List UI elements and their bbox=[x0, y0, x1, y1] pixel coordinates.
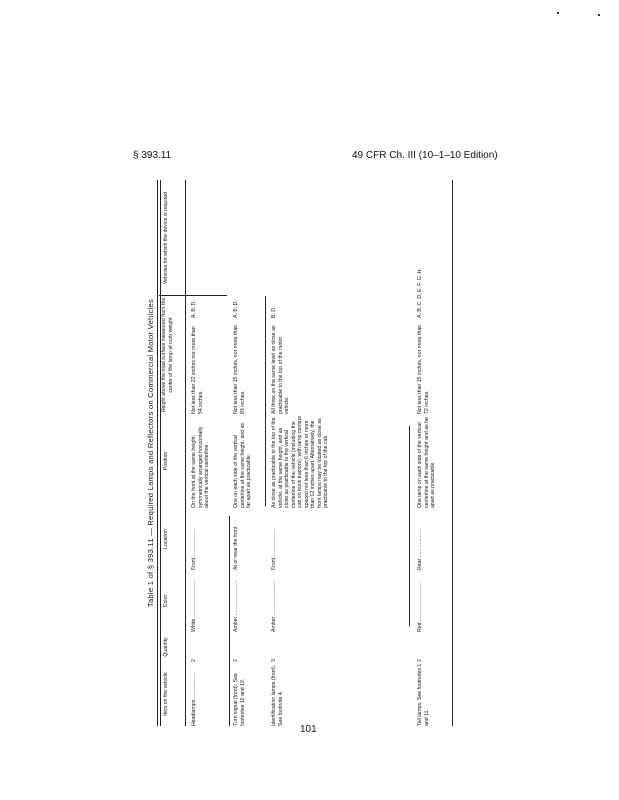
rotated-table-frame bbox=[147, 180, 461, 726]
scan-speck bbox=[557, 12, 559, 14]
row1-vehicles: A, B, D. bbox=[191, 300, 197, 318]
row3-item: Identification lamps (front), See footnote 4. bbox=[271, 664, 284, 726]
row4-height: Not less than 15 inches, nor more than 72 inches. bbox=[417, 324, 430, 414]
rule-bottom-right bbox=[452, 180, 453, 436]
row1-height: Not less than 22 inches nor more than 54 inches. bbox=[191, 326, 204, 414]
header-quantity: Quantity bbox=[163, 637, 169, 657]
header-location: Location bbox=[163, 529, 169, 549]
edition-header: 49 CFR Ch. III (10–1–10 Edition) bbox=[352, 150, 498, 161]
header-item: Item on the vehicle bbox=[163, 672, 169, 716]
header-vehicles: Vehicles for which the device is required bbox=[163, 191, 169, 285]
row3-location: Front ................... bbox=[271, 529, 277, 570]
row4-color: Red ........................... bbox=[417, 582, 423, 632]
row1-quantity: 2 bbox=[191, 659, 197, 662]
header-position: Position bbox=[163, 451, 169, 471]
row4-quantity: 2 bbox=[417, 659, 423, 662]
row4-vehicles: A, B, C, D, E, F, G, H. bbox=[417, 268, 423, 318]
row2-location: At or near the front. bbox=[233, 525, 239, 570]
row2-item: Turn signal (front), See footnotes 10 and 12. bbox=[233, 673, 246, 726]
rule-header-bottom bbox=[185, 180, 186, 726]
row1-position: On the front at the same height, symmetrically arranged horizontally about the vertical centerline. bbox=[191, 426, 210, 508]
header-height: Height above the road surface measured from the center of the lamp at curb weight bbox=[161, 297, 174, 413]
rule-bottom bbox=[452, 436, 453, 726]
row1-location: Front ................... bbox=[191, 529, 197, 570]
row2-height: Not less than 15 inches, nor more than 83 inches. bbox=[233, 324, 246, 414]
row3-position: As close as practicable to the top of the vehicle, at the same height, and as close as practicable to the vertical centerline of the vehicle (including the cab on truck tractors), with lamp centers spaced not less than 6 inches or more than 12 inches apart. Alternatively, the front lamps may be located as close as practicable to the top of the cab. bbox=[271, 416, 329, 508]
rule-row3 bbox=[409, 426, 410, 626]
scan-speck bbox=[598, 14, 600, 16]
row4-item: Tail lamps, See footnotes 1 and 11. bbox=[417, 663, 430, 726]
rule-title bbox=[157, 180, 158, 726]
section-header: § 393.11 bbox=[133, 150, 172, 161]
row3-vehicles: B, D. bbox=[271, 306, 277, 318]
row3-quantity: 3 bbox=[271, 659, 277, 662]
header-color: Color bbox=[163, 594, 169, 608]
row2-position: One on each side of the vertical centerline at the same height, and as far apart as practicable. bbox=[233, 422, 252, 508]
rule-top bbox=[160, 180, 161, 726]
row2-quantity: 2 bbox=[233, 659, 239, 662]
table-title: Table 1 of § 393.11 — Required Lamps and Reflectors on Commercial Motor Vehicles bbox=[146, 298, 155, 608]
row2-color: Amber ........................ bbox=[233, 580, 239, 632]
row1-color: White .......................... bbox=[191, 579, 197, 632]
lamps-reflectors-table bbox=[147, 180, 461, 726]
row4-location: Rear ................... bbox=[417, 529, 423, 570]
rule-row1 bbox=[229, 516, 230, 726]
row3-color: Amber ........................ bbox=[271, 580, 277, 632]
row3-height: All three on the same level as close as practicable to the top of the motor vehicle. bbox=[271, 325, 290, 414]
row1-item: Headlamps .................. bbox=[191, 672, 197, 726]
row2-vehicles: A, B, D. bbox=[233, 300, 239, 318]
rule-row2 bbox=[265, 296, 266, 506]
page-number: 101 bbox=[300, 724, 317, 735]
row4-position: One lamp on each side of the vertical centerline at the same height and as far apart as practicable. bbox=[417, 416, 436, 508]
